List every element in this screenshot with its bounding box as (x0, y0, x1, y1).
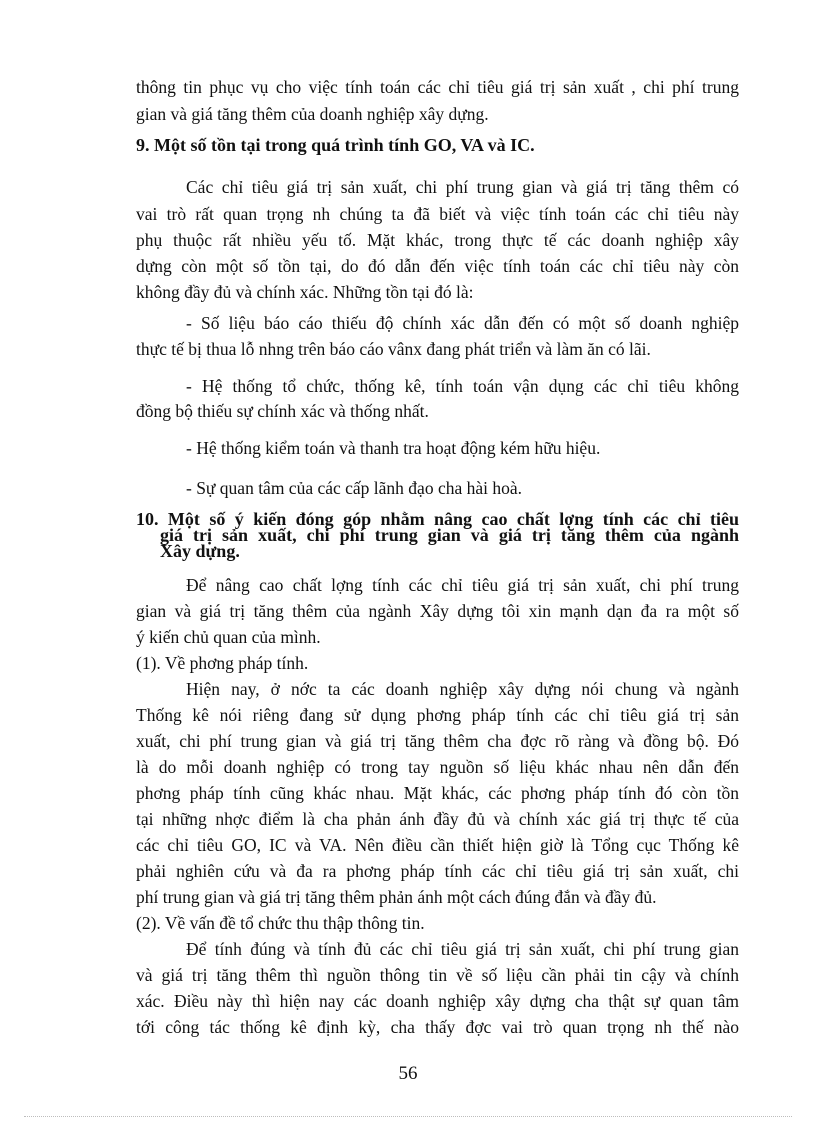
bullet-item: - Số liệu báo cáo thiếu độ chính xác dẫn đến có một số doanh nghiệp (186, 313, 739, 333)
text-line: các chỉ tiêu GO, IC và VA. Nên điều cần thiết hiện giờ là Tổng cục Thống kê (136, 835, 739, 855)
subheading: (2). Về vấn đề tổ chức thu thập thông tin. (136, 913, 425, 933)
page-number: 56 (398, 1063, 418, 1084)
text-line: xuất, chi phí trung gian và giá trị tăng thêm cha đợc rõ ràng và đồng bộ. Đó (136, 731, 739, 751)
text-line: đồng bộ thiếu sự chính xác và thống nhất. (136, 401, 429, 421)
text-line: thông tin phục vụ cho việc tính toán các chỉ tiêu giá trị sản xuất , chi phí trung (136, 77, 739, 97)
section-heading-10-line: Xây dựng. (160, 541, 240, 561)
bullet-item: - Hệ thống kiểm toán và thanh tra hoạt động kém hữu hiệu. (186, 438, 601, 458)
text-line: ý kiến chủ quan của mình. (136, 627, 321, 647)
text-line: không đầy đủ và chính xác. Những tồn tại đó là: (136, 282, 474, 302)
section-heading-10: 10. Một số ý kiến đóng góp nhằm nâng cao chất lợng tính các chỉ tiêu (136, 509, 739, 529)
bullet-item: - Sự quan tâm của các cấp lãnh đạo cha hài hoà. (186, 478, 523, 498)
text-line: Thống kê nói riêng đang sử dụng phơng pháp tính các chỉ tiêu giá trị sản (136, 705, 739, 725)
text-line: là do mỗi doanh nghiệp có trong tay nguồn số liệu khác nhau nên dẫn đến (136, 757, 739, 777)
text-line: tại những nhợc điểm là cha phản ánh đầy đủ và chính xác giá trị thực tế của (136, 809, 739, 829)
text-line: tới công tác thống kê định kỳ, cha thấy đợc vai trò quan trọng nh thế nào (136, 1017, 739, 1037)
text-line: Để tính đúng và tính đủ các chỉ tiêu giá trị sản xuất, chi phí trung gian (186, 939, 739, 959)
text-line: và giá trị tăng thêm thì nguồn thông tin về số liệu cần phải tin cậy và chính (136, 965, 739, 985)
text-line: Hiện nay, ở nớc ta các doanh nghiệp xây dựng nói chung và ngành (186, 679, 739, 699)
section-heading-10-line: giá trị sản xuất, chi phí trung gian và giá trị tăng thêm của ngành (160, 525, 739, 545)
text-line: phơng pháp tính cũng khác nhau. Mặt khác, các phơng pháp tính đó còn tồn (136, 783, 739, 803)
bullet-item: - Hệ thống tổ chức, thống kê, tính toán vận dụng các chỉ tiêu không (186, 376, 739, 396)
text-line: thực tế bị thua lỗ nhng trên báo cáo vânx đang phát triển và làm ăn có lãi. (136, 339, 651, 359)
text-line: dựng còn một số tồn tại, do đó dẫn đến việc tính toán các chỉ tiêu này còn (136, 256, 739, 276)
text-line: gian và giá tăng thêm của doanh nghiệp xây dựng. (136, 104, 489, 124)
text-line: xác. Điều này thì hiện nay các doanh nghiệp xây dựng cha thật sự quan tâm (136, 991, 739, 1011)
text-line: Để nâng cao chất lợng tính các chỉ tiêu giá trị sản xuất, chi phí trung (186, 575, 739, 595)
text-line: gian và giá trị tăng thêm của ngành Xây dựng tôi xin mạnh dạn đa ra một số (136, 601, 739, 621)
text-line: Các chỉ tiêu giá trị sản xuất, chi phí trung gian và giá trị tăng thêm có (186, 177, 739, 197)
subheading: (1). Về phơng pháp tính. (136, 653, 309, 673)
text-line: phụ thuộc rất nhiều yếu tố. Mặt khác, trong thực tế các doanh nghiệp xây (136, 230, 739, 250)
text-line: phải nghiên cứu và đa ra phơng pháp tính các chỉ tiêu giá trị sản xuất, chi (136, 861, 739, 881)
text-line: vai trò rất quan trọng nh chúng ta đã biết và việc tính toán các chỉ tiêu này (136, 204, 739, 224)
text-line: phí trung gian và giá trị tăng thêm phản ánh một cách đúng đắn và đầy đủ. (136, 887, 657, 907)
section-heading-9: 9. Một số tồn tại trong quá trình tính GO, VA và IC. (136, 135, 535, 155)
page-bottom-divider (24, 1116, 792, 1117)
